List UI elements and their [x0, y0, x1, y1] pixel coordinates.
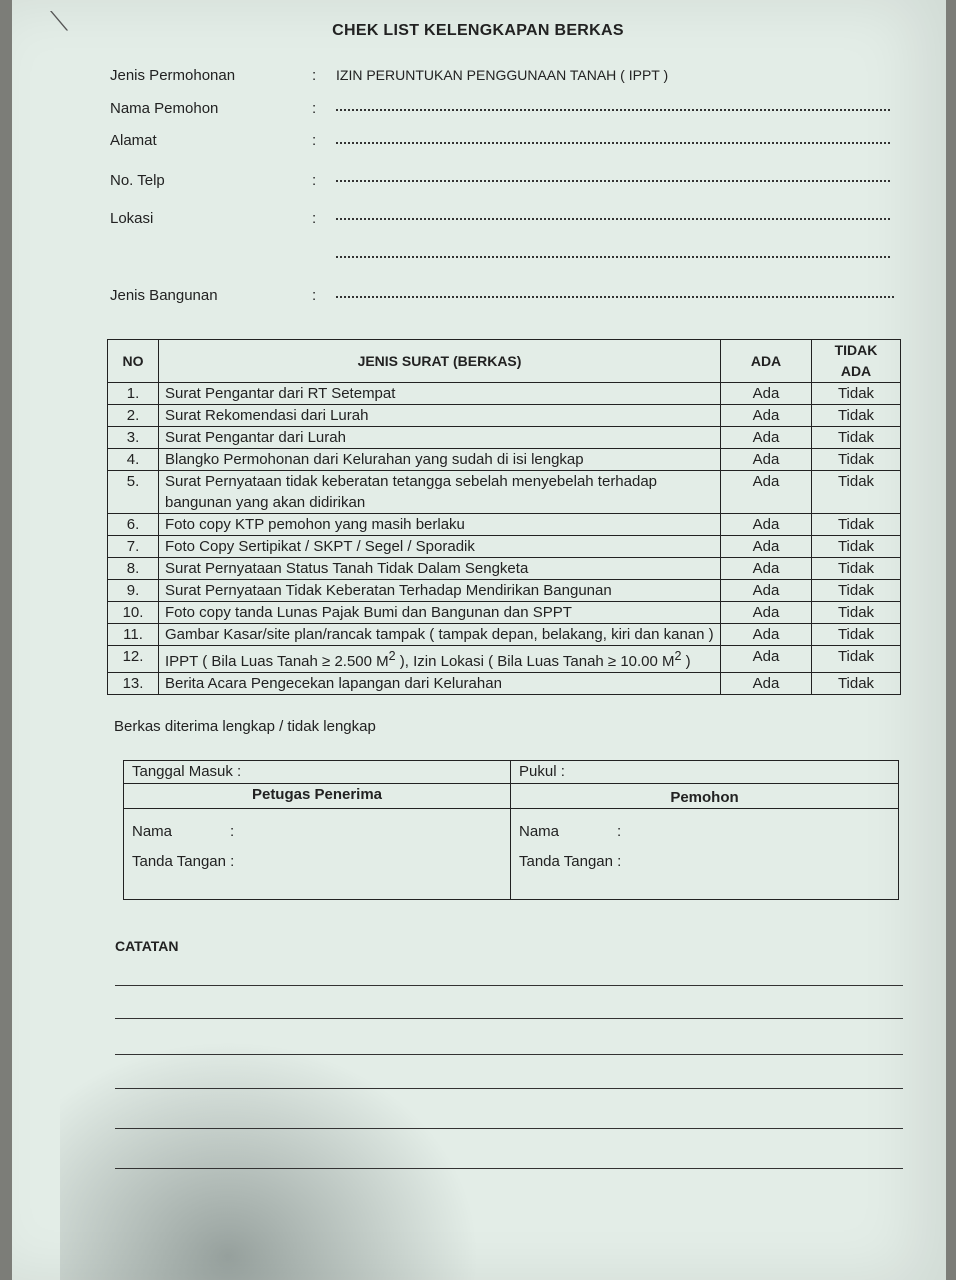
- table-row: [108, 580, 901, 602]
- fill-line[interactable]: [336, 256, 890, 258]
- row-jenis-part: IPPT ( Bila Luas Tanah ≥ 2.500 M: [165, 653, 389, 670]
- row-jenis: Surat Pernyataan tidak keberatan tetangga sebelah menyebelah terhadap bangunan yang akan didirikan: [159, 471, 721, 514]
- pemohon-heading: Pemohon: [511, 784, 899, 809]
- fill-line[interactable]: [336, 109, 890, 111]
- row-ada-option[interactable]: Ada: [721, 514, 812, 536]
- row-ada-option[interactable]: Ada: [721, 580, 812, 602]
- header-tidak-ada: TIDAK ADA: [812, 340, 901, 383]
- row-tidak-option[interactable]: Tidak: [812, 602, 901, 624]
- row-no: 1.: [108, 383, 159, 405]
- header-jenis: JENIS SURAT (BERKAS): [159, 340, 721, 383]
- field-label: Nama Pemohon: [110, 100, 219, 117]
- catatan-line[interactable]: [115, 1168, 903, 1169]
- row-ada-option[interactable]: Ada: [721, 646, 812, 673]
- field-colon: :: [312, 132, 317, 149]
- row-jenis: Surat Rekomendasi dari Lurah: [159, 405, 721, 427]
- header-no: NO: [108, 340, 159, 383]
- row-no: 9.: [108, 580, 159, 602]
- table-header-row: [108, 340, 901, 383]
- table-row: [108, 558, 901, 580]
- catatan-heading: CATATAN: [115, 938, 179, 954]
- table-row: [108, 427, 901, 449]
- catatan-line[interactable]: [115, 1054, 903, 1055]
- row-jenis: [159, 646, 721, 673]
- row-no: 4.: [108, 449, 159, 471]
- row-ada-option[interactable]: Ada: [721, 449, 812, 471]
- superscript: 2: [388, 649, 396, 663]
- row-ada-option[interactable]: Ada: [721, 471, 812, 514]
- catatan-line[interactable]: [115, 1128, 903, 1129]
- table-row: [108, 449, 901, 471]
- row-jenis: Surat Pengantar dari RT Setempat: [159, 383, 721, 405]
- field-colon: :: [312, 172, 317, 189]
- row-ada-option[interactable]: Ada: [721, 536, 812, 558]
- petugas-penerima-heading: Petugas Penerima: [124, 784, 511, 809]
- row-no: 2.: [108, 405, 159, 427]
- row-jenis-part: ), Izin Lokasi ( Bila Luas Tanah ≥ 10.00 M: [395, 653, 675, 670]
- tanggal-masuk-label: Tanggal Masuk :: [132, 763, 242, 780]
- berkas-table: [107, 339, 901, 695]
- row-no: 5.: [108, 471, 159, 514]
- field-colon: :: [312, 67, 317, 84]
- row-ada-option[interactable]: Ada: [721, 558, 812, 580]
- petugas-nama-row: [132, 817, 502, 847]
- superscript: 2: [674, 649, 682, 663]
- row-no: 6.: [108, 514, 159, 536]
- row-ada-option[interactable]: Ada: [721, 427, 812, 449]
- row-ada-option[interactable]: Ada: [721, 624, 812, 646]
- row-tidak-option[interactable]: Tidak: [812, 536, 901, 558]
- row-jenis: Foto copy tanda Lunas Pajak Bumi dan Bangunan dan SPPT: [159, 602, 721, 624]
- row-tidak-option[interactable]: Tidak: [812, 514, 901, 536]
- table-row: [108, 602, 901, 624]
- table-row: [108, 471, 901, 514]
- row-tidak-option[interactable]: Tidak: [812, 427, 901, 449]
- row-ada-option[interactable]: Ada: [721, 673, 812, 695]
- row-tidak-option[interactable]: Tidak: [812, 580, 901, 602]
- row-ada-option[interactable]: Ada: [721, 383, 812, 405]
- row-tidak-option[interactable]: Tidak: [812, 471, 901, 514]
- form-title: CHEK LIST KELENGKAPAN BERKAS: [332, 22, 624, 39]
- table-row: [108, 673, 901, 695]
- catatan-line[interactable]: [115, 1088, 903, 1089]
- row-ada-option[interactable]: Ada: [721, 602, 812, 624]
- nama-colon: :: [617, 823, 622, 840]
- petugas-ttd-label: Tanda Tangan :: [132, 853, 235, 870]
- row-tidak-option[interactable]: Tidak: [812, 405, 901, 427]
- table-row: [108, 646, 901, 673]
- table-row: [108, 536, 901, 558]
- tanggal-masuk-cell[interactable]: [124, 761, 511, 784]
- field-colon: :: [312, 287, 317, 304]
- row-jenis: Surat Pernyataan Status Tanah Tidak Dalam Sengketa: [159, 558, 721, 580]
- table-row: [108, 405, 901, 427]
- berkas-diterima-status[interactable]: Berkas diterima lengkap / tidak lengkap: [114, 718, 376, 735]
- row-tidak-option[interactable]: Tidak: [812, 673, 901, 695]
- pen-check-mark: ⟍: [50, 6, 69, 36]
- pemohon-ttd-label: Tanda Tangan :: [519, 853, 622, 870]
- table-row: [108, 514, 901, 536]
- petugas-signature-cell[interactable]: [124, 809, 511, 900]
- field-colon: :: [312, 100, 317, 117]
- row-no: 12.: [108, 646, 159, 673]
- row-jenis: Foto Copy Sertipikat / SKPT / Segel / Sporadik: [159, 536, 721, 558]
- fill-line[interactable]: [336, 218, 890, 220]
- receipt-table: [123, 760, 899, 900]
- row-jenis: Berita Acara Pengecekan lapangan dari Kelurahan: [159, 673, 721, 695]
- row-no: 10.: [108, 602, 159, 624]
- row-no: 3.: [108, 427, 159, 449]
- catatan-line[interactable]: [115, 1018, 903, 1019]
- nama-label: Nama: [132, 823, 173, 840]
- fill-line[interactable]: [336, 180, 890, 182]
- field-colon: :: [312, 210, 317, 227]
- table-row: [108, 624, 901, 646]
- row-no: 8.: [108, 558, 159, 580]
- row-jenis: Gambar Kasar/site plan/rancak tampak ( tampak depan, belakang, kiri dan kanan ): [159, 624, 721, 646]
- field-label: No. Telp: [110, 172, 165, 189]
- row-no: 11.: [108, 624, 159, 646]
- row-tidak-option[interactable]: Tidak: [812, 449, 901, 471]
- row-tidak-option[interactable]: Tidak: [812, 558, 901, 580]
- pukul-label: Pukul :: [519, 763, 565, 780]
- field-label: Lokasi: [110, 210, 154, 227]
- row-jenis: Foto copy KTP pemohon yang masih berlaku: [159, 514, 721, 536]
- pemohon-signature-cell[interactable]: [511, 809, 899, 900]
- pemohon-nama-row: [519, 817, 890, 847]
- field-label: Jenis Permohonan: [110, 67, 236, 84]
- row-tidak-option[interactable]: Tidak: [812, 646, 901, 673]
- row-jenis: Surat Pernyataan Tidak Keberatan Terhadap Mendirikan Bangunan: [159, 580, 721, 602]
- nama-label: Nama: [519, 823, 560, 840]
- row-ada-option[interactable]: Ada: [721, 405, 812, 427]
- fill-line[interactable]: [336, 142, 890, 144]
- row-no: 7.: [108, 536, 159, 558]
- catatan-line[interactable]: [115, 985, 903, 986]
- nama-colon: :: [230, 823, 235, 840]
- row-jenis-part: ): [681, 653, 691, 670]
- row-tidak-option[interactable]: Tidak: [812, 383, 901, 405]
- row-jenis: Surat Pengantar dari Lurah: [159, 427, 721, 449]
- fill-line[interactable]: [336, 296, 894, 298]
- row-no: 13.: [108, 673, 159, 695]
- pukul-cell[interactable]: [511, 761, 899, 784]
- field-label: Jenis Bangunan: [110, 287, 218, 304]
- row-tidak-option[interactable]: Tidak: [812, 624, 901, 646]
- header-ada: ADA: [721, 340, 812, 383]
- field-label: Alamat: [110, 132, 157, 149]
- field-value: IZIN PERUNTUKAN PENGGUNAAN TANAH ( IPPT ): [336, 67, 669, 83]
- row-jenis: Blangko Permohonan dari Kelurahan yang sudah di isi lengkap: [159, 449, 721, 471]
- table-row: [108, 383, 901, 405]
